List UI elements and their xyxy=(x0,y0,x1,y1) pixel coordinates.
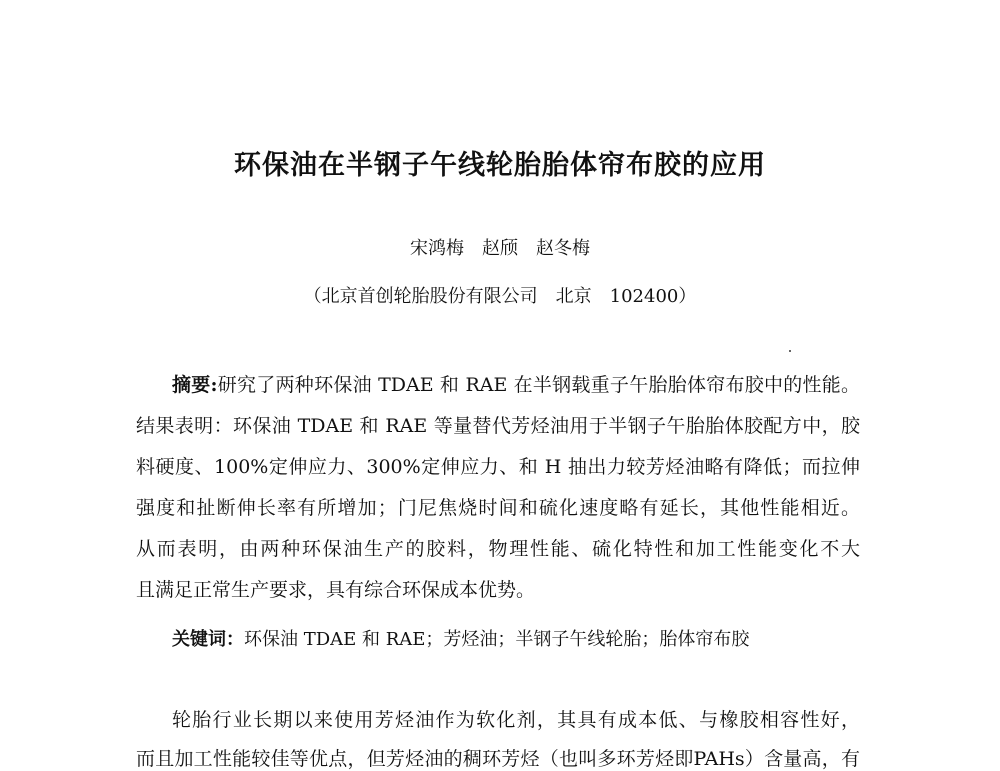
body-line-1: 轮胎行业长期以来使用芳烃油作为软化剂，其具有成本低、与橡胶相容性好， xyxy=(172,709,860,731)
abstract-label: 摘要: xyxy=(172,374,218,396)
authors: 宋鸿梅 赵颀 赵冬梅 xyxy=(410,238,590,259)
abstract-line-1 xyxy=(172,370,860,397)
paper-title: 环保油在半钢子午线轮胎胎体帘布胶的应用 xyxy=(234,150,766,181)
abstract-line-6: 且满足正常生产要求，具有综合环保成本优势。 xyxy=(136,579,536,601)
abstract-line-2: 结果表明：环保油 TDAE 和 RAE 等量替代芳烃油用于半钢子午胎胎体胶配方中，胶 xyxy=(136,415,860,437)
abstract-text: 研究了两种环保油 TDAE 和 RAE 在半钢载重子午胎胎体帘布胶中的性能。 xyxy=(217,374,860,396)
keywords xyxy=(172,625,749,651)
speck xyxy=(789,350,791,352)
affiliation: （北京首创轮胎股份有限公司 北京 102400） xyxy=(303,286,697,307)
keywords-label: 关键词： xyxy=(172,629,244,650)
body-line-2: 而且加工性能较佳等优点，但芳烃油的稠环芳烃（也叫多环芳烃即PAHs）含量高，有 xyxy=(136,748,860,770)
keywords-text: 环保油 TDAE 和 RAE；芳烃油；半钢子午线轮胎；胎体帘布胶 xyxy=(244,629,750,650)
abstract-line-4: 强度和扯断伸长率有所增加；门尼焦烧时间和硫化速度略有延长，其他性能相近。 xyxy=(136,497,860,519)
abstract-line-3: 料硬度、100%定伸应力、300%定伸应力、和 H 抽出力较芳烃油略有降低；而拉伸 xyxy=(136,456,860,478)
abstract-line-5: 从而表明，由两种环保油生产的胶料，物理性能、硫化特性和加工性能变化不大 xyxy=(136,538,860,560)
